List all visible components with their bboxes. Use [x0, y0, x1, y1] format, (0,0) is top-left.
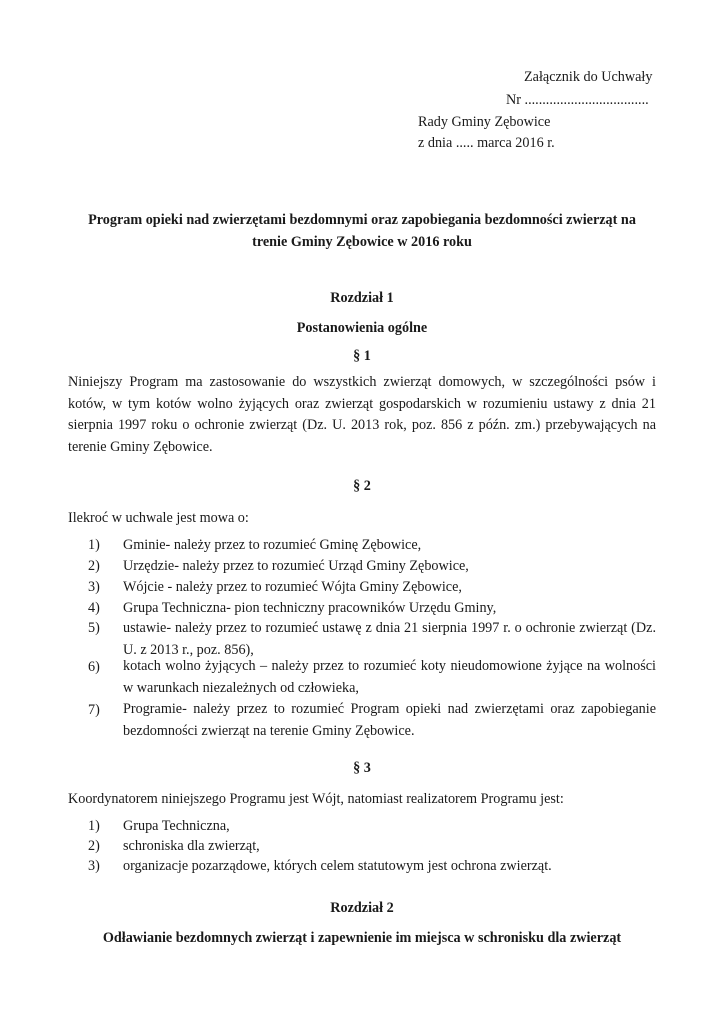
section-2-intro: Ilekroć w uchwale jest mowa o:: [68, 510, 249, 526]
resolution-date: z dnia ..... marca 2016 r.: [418, 135, 555, 151]
list-item-number: 3): [88, 579, 100, 595]
list-item-number: 1): [88, 818, 100, 834]
chapter-2-heading: Rozdział 2: [330, 900, 394, 916]
section-2-heading: § 2: [353, 478, 371, 494]
list-item-text: Grupa Techniczna- pion techniczny pracowników Urzędu Gminy,: [123, 600, 497, 616]
list-item-number: 1): [88, 537, 100, 553]
list-item-text: Grupa Techniczna,: [123, 818, 230, 834]
council-name: Rady Gminy Zębowice: [418, 114, 551, 130]
chapter-1-subheading: Postanowienia ogólne: [296, 320, 428, 336]
section-1-paragraph: Niniejszy Program ma zastosowanie do wszystkich zwierząt domowych, w szczególności psów i kotów, w tym kotów wolno żyjących oraz zwierząt gospodarskich w rozumieniu ustawy z dnia 21 sierpnia 1997 roku o ochronie zwierząt (Dz. U. 2013 rok, poz. 856 z późn. zm.) przebywających na terenie Gminy Zębowice.: [68, 374, 656, 455]
list-item-number: 2): [88, 838, 100, 854]
list-item-text: kotach wolno żyjących – należy przez to rozumieć koty nieudomowione żyjące na wolności w warunkach niezależnych od człowieka,: [123, 658, 656, 696]
list-item-number: 6): [88, 659, 100, 675]
chapter-2-subheading: Odławianie bezdomnych zwierząt i zapewnienie im miejsca w schronisku dla zwierząt: [102, 930, 622, 946]
list-item-text: ustawie- należy przez to rozumieć ustawę z dnia 21 sierpnia 1997 r. o ochronie zwierząt (Dz. U. z 2013 r., poz. 856),: [123, 620, 656, 658]
document-title-line1: Program opieki nad zwierzętami bezdomnymi oraz zapobiegania bezdomności zwierząt na: [88, 212, 636, 228]
section-1-heading: § 1: [353, 348, 371, 364]
list-item-text: Programie- należy przez to rozumieć Program opieki nad zwierzętami oraz zapobieganie bezdomności zwierząt na terenie Gminy Zębowice.: [123, 701, 656, 739]
list-item-number: 2): [88, 558, 100, 574]
list-item-number: 5): [88, 620, 100, 636]
list-item-number: 4): [88, 600, 100, 616]
resolution-number: Nr ...................................: [506, 92, 649, 108]
section-3-intro: Koordynatorem niniejszego Programu jest Wójt, natomiast realizatorem Programu jest:: [68, 791, 564, 807]
list-item-text: schroniska dla zwierząt,: [123, 838, 260, 854]
list-item-text: Gminie- należy przez to rozumieć Gminę Zębowice,: [123, 537, 422, 553]
list-item-number: 3): [88, 858, 100, 874]
list-item-number: 7): [88, 702, 100, 718]
list-item-text: organizacje pozarządowe, których celem statutowym jest ochrona zwierząt.: [123, 858, 552, 874]
list-item-text: Urzędzie- należy przez to rozumieć Urząd Gminy Zębowice,: [123, 558, 469, 574]
chapter-1-heading: Rozdział 1: [330, 290, 394, 306]
document-title-line2: trenie Gminy Zębowice w 2016 roku: [252, 234, 472, 250]
attachment-label: Załącznik do Uchwały: [524, 69, 653, 85]
list-item-text: Wójcie - należy przez to rozumieć Wójta Gminy Zębowice,: [123, 579, 462, 595]
section-3-heading: § 3: [353, 760, 371, 776]
